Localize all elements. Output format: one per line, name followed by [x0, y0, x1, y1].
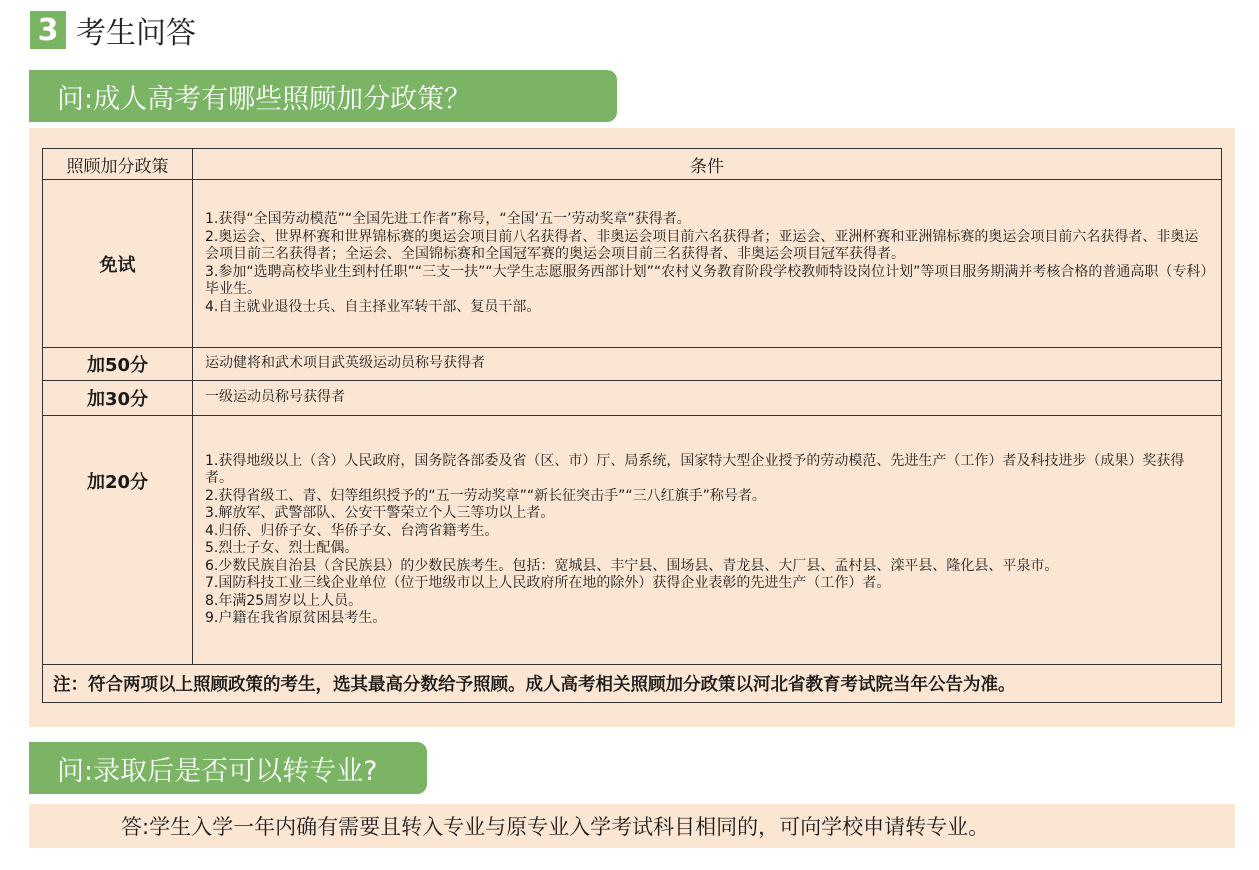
table-row [43, 416, 1222, 665]
question-2-banner: 问:录取后是否可以转专业? [29, 742, 427, 794]
condition-item: 3.解放军、武警部队、公安干警荣立个人三等功以上者。 [205, 505, 555, 521]
condition-item: 2.获得省级工、青、妇等组织授予的“五一劳动奖章”“新长征突击手”“三八红旗手”称号者。 [205, 487, 766, 504]
condition-item: 4.归侨、归侨子女、华侨子女、台湾省籍考生。 [205, 522, 499, 539]
condition-item: 5.烈士子女、烈士配偶。 [205, 540, 359, 556]
row-label-plus50: 加50分 [43, 348, 193, 381]
answer-2: 答:学生入学一年内确有需要且转入专业与原专业入学考试科目相同的，可向学校申请转专业。 [29, 804, 1235, 848]
section-title: 考生问答 [76, 16, 196, 51]
row-label-plus30: 加30分 [43, 381, 193, 416]
condition-item: 6.少数民族自治县（含民族县）的少数民族考生。包括：宽城县、丰宁县、围场县、青龙县、大厂县、孟村县、滦平县、隆化县、平泉市。 [205, 557, 1059, 574]
question-1-banner: 问:成人高考有哪些照顾加分政策？ [29, 70, 617, 122]
condition-item: 一级运动员称号获得者 [205, 389, 345, 406]
table-note: 注：符合两项以上照顾政策的考生，选其最高分数给予照顾。成人高考相关照顾加分政策以河北省教育考试院当年公告为准。 [43, 665, 1222, 703]
table-header-policy: 照顾加分政策 [43, 149, 193, 180]
row-conditions-plus20 [193, 416, 1222, 665]
condition-item: 9.户籍在我省原贫困县考生。 [205, 610, 387, 626]
condition-item: 7.国防科技工业三线企业单位（位于地级市以上人民政府所在地的除外）获得企业表彰的先进生产（工作）者。 [205, 575, 891, 591]
condition-item: 1.获得地级以上（含）人民政府，国务院各部委及省（区、市）厅、局系统，国家特大型企业授予的劳动模范、先进生产（工作）者及科技进步（成果）奖获得者。 [205, 452, 1185, 486]
table-row [43, 180, 1222, 348]
condition-item: 运动健将和武术项目武英级运动员称号获得者 [205, 355, 485, 372]
row-conditions-plus30 [193, 381, 1222, 416]
condition-item: 2.奥运会、世界杯赛和世界锦标赛的奥运会项目前八名获得者、非奥运会项目前六名获得者；亚运会、亚洲杯赛和亚洲锦标赛的奥运会项目前六名获得者、非奥运会项目前三名获得者；全运会、全国锦标赛和全国冠军赛的奥运会项目前三名获得者、非奥运会项目冠军获得者。 [205, 228, 1199, 262]
row-conditions-exempt [193, 180, 1222, 348]
condition-item: 3.参加“选聘高校毕业生到村任职”“三支一扶”“大学生志愿服务西部计划”“农村义务教育阶段学校教师特设岗位计划”等项目服务期满并考核合格的普通高职（专科）毕业生。 [205, 263, 1208, 297]
row-label-exempt: 免试 [43, 180, 193, 348]
policy-table [42, 148, 1222, 703]
table-row [43, 381, 1222, 416]
section-header [30, 10, 196, 50]
condition-item: 1.获得“全国劳动模范”“全国先进工作者”称号，“全国‘五一’劳动奖章”获得者。 [205, 211, 691, 227]
condition-item: 4.自主就业退役士兵、自主择业军转干部、复员干部。 [205, 298, 541, 315]
table-header-row [43, 149, 1222, 180]
table-note-row [43, 665, 1222, 703]
section-number-badge: 3 [30, 11, 66, 49]
row-label-plus20: 加20分 [43, 416, 193, 665]
table-header-conditions: 条件 [193, 149, 1222, 180]
condition-item: 8.年满25周岁以上人员。 [205, 592, 363, 609]
table-row [43, 348, 1222, 381]
row-conditions-plus50 [193, 348, 1222, 381]
